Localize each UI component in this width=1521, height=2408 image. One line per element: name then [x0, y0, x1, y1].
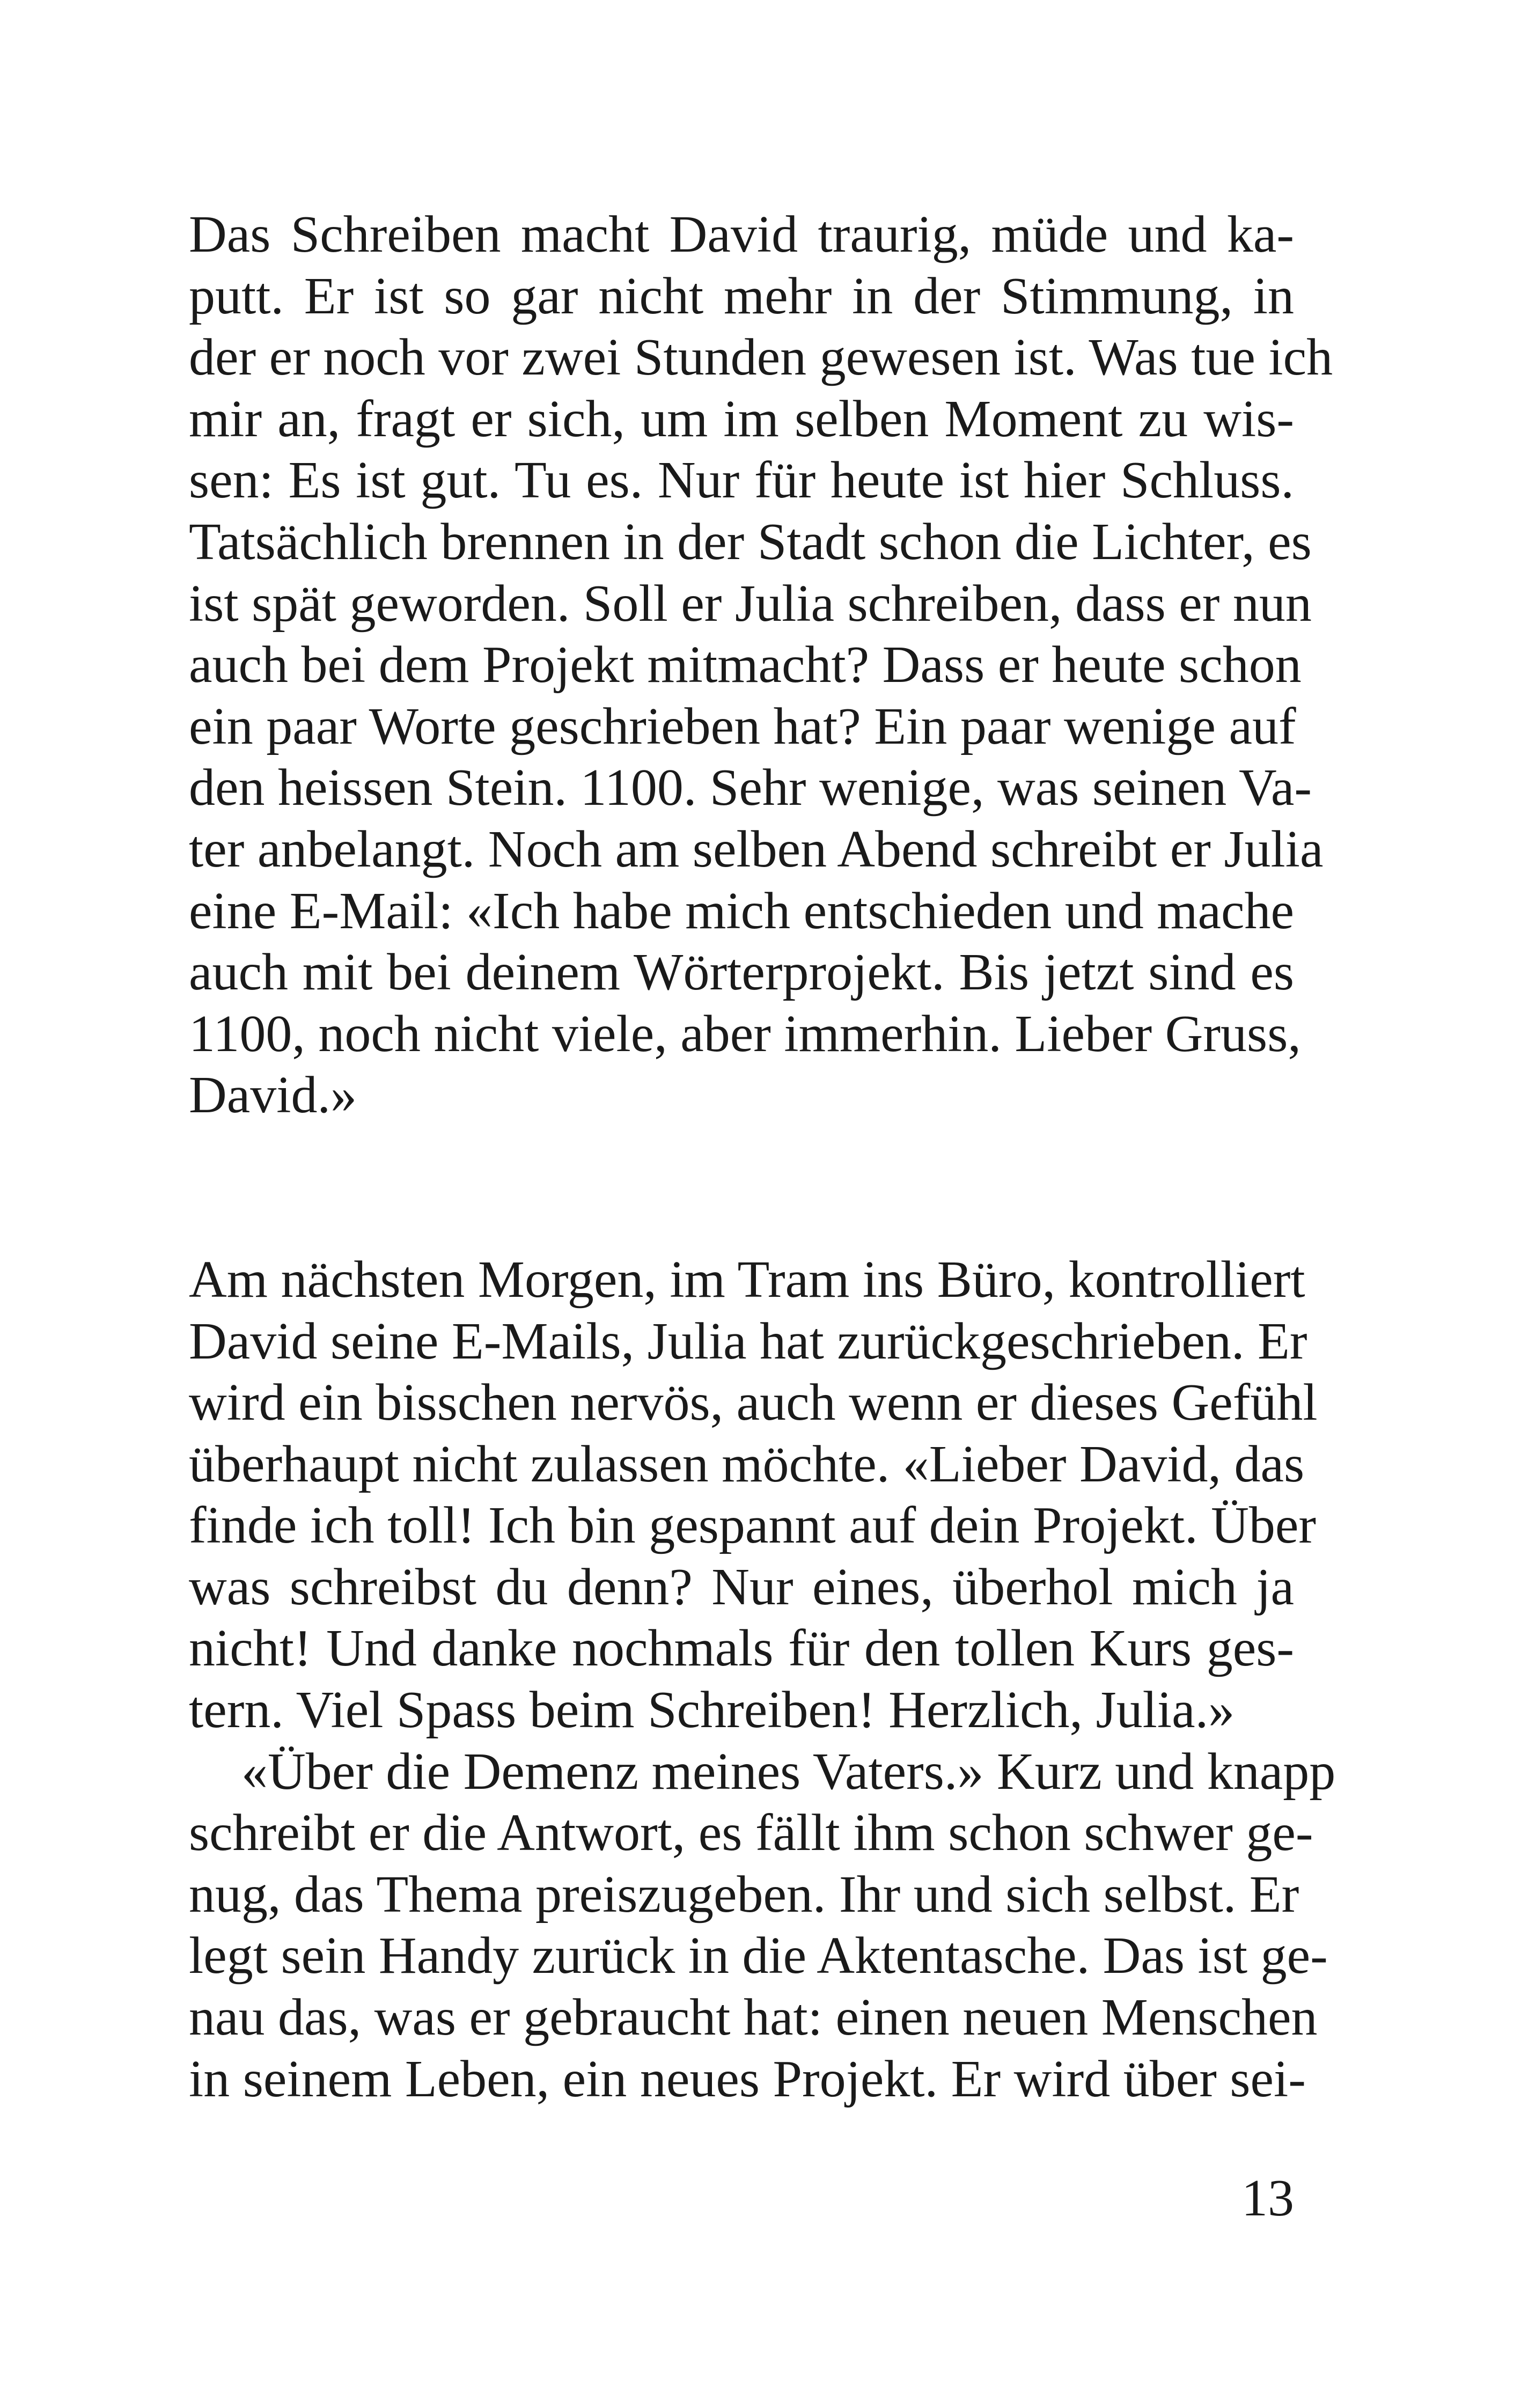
text-line: nau das, was er gebraucht hat: einen neuen Menschen	[189, 1988, 1318, 2047]
text-line: tern. Viel Spass beim Schreiben! Herzlich, Julia.»	[189, 1681, 1235, 1739]
paragraph	[189, 1741, 1336, 2110]
text-line: Das Schreiben macht David traurig, müde und ka-	[189, 205, 1294, 263]
text-line: Tatsächlich brennen in der Stadt schon die Lichter, es	[189, 512, 1312, 571]
text-line: der er noch vor zwei Stunden gewesen ist. Was tue ich	[189, 328, 1333, 387]
text-line: David seine E-Mails, Julia hat zurückgeschrieben. Er	[189, 1312, 1307, 1370]
text-line: auch bei dem Projekt mitmacht? Dass er heute schon	[189, 636, 1302, 694]
page-body	[189, 204, 1336, 2110]
text-line: legt sein Handy zurück in die Aktentasche. Das ist ge-	[189, 1927, 1328, 1985]
text-line: in seinem Leben, ein neues Projekt. Er wird über sei-	[189, 2050, 1306, 2108]
paragraph	[189, 1249, 1318, 1741]
text-line: nug, das Thema preiszugeben. Ihr und sich selbst. Er	[189, 1865, 1299, 1924]
text-line: 1100, noch nicht viele, aber immerhin. Lieber Gruss,	[189, 1004, 1301, 1063]
paragraph	[189, 204, 1333, 1126]
text-line: ein paar Worte geschrieben hat? Ein paar wenige auf	[189, 697, 1296, 755]
text-line: ter anbelangt. Noch am selben Abend schreibt er Julia	[189, 820, 1324, 878]
text-line: ist spät geworden. Soll er Julia schreiben, dass er nun	[189, 574, 1312, 633]
text-line: was schreibst du denn? Nur eines, überhol mich ja	[189, 1558, 1294, 1616]
text-line: eine E-Mail: «Ich habe mich entschieden und mache	[189, 882, 1294, 940]
text-line: nicht! Und danke nochmals für den tollen Kurs ges-	[189, 1619, 1294, 1678]
page-number: 13	[1241, 2169, 1294, 2227]
text-line: Am nächsten Morgen, im Tram ins Büro, kontrolliert	[189, 1250, 1305, 1309]
text-line: sen: Es ist gut. Tu es. Nur für heute ist hier Schluss.	[189, 451, 1294, 510]
text-line: den heissen Stein. 1100. Sehr wenige, was seinen Va-	[189, 759, 1312, 817]
text-line: wird ein bisschen nervös, auch wenn er dieses Gefühl	[189, 1374, 1318, 1432]
text-line: finde ich toll! Ich bin gespannt auf dein Projekt. Über	[189, 1496, 1316, 1555]
text-line: mir an, fragt er sich, um im selben Moment zu wis-	[189, 390, 1294, 448]
text-line: auch mit bei deinem Wörterprojekt. Bis jetzt sind es	[189, 943, 1294, 1002]
text-line: putt. Er ist so gar nicht mehr in der Stimmung, in	[189, 267, 1294, 325]
text-line: David.»	[189, 1066, 357, 1125]
text-line: überhaupt nicht zulassen möchte. «Lieber David, das	[189, 1435, 1305, 1493]
section-break	[189, 1126, 1294, 1249]
text-line: schreibt er die Antwort, es fällt ihm schon schwer ge-	[189, 1804, 1313, 1862]
text-line: «Über die Demenz meines Vaters.» Kurz und knapp	[241, 1742, 1336, 1801]
